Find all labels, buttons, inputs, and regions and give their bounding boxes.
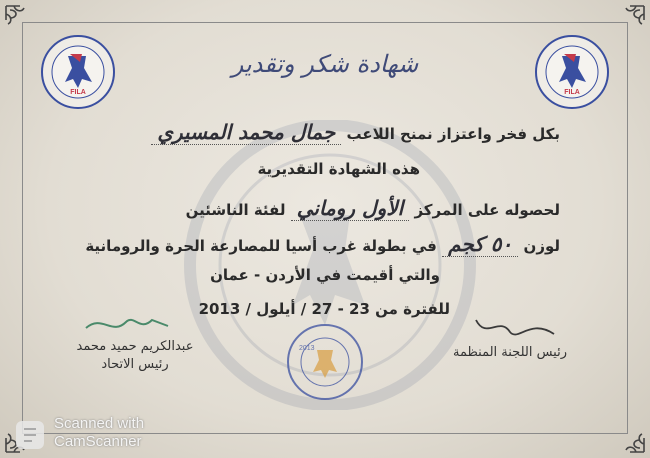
place-value: الأول روماني <box>291 196 409 221</box>
ornament-corner-top-right-icon <box>606 4 646 44</box>
committee-title: رئيس اللجنة المنظمة <box>453 345 567 360</box>
federation-logo-right-icon <box>534 34 610 110</box>
camscanner-watermark <box>8 413 188 457</box>
weight-value: ٥٠ كجم <box>442 232 518 257</box>
certificate-line-1 <box>151 120 560 145</box>
signature-block-president <box>70 338 200 374</box>
line3-suffix: لفئة الناشئين <box>185 201 286 219</box>
certificate-line-2: هذه الشهادة التقديرية <box>257 160 420 178</box>
signature-block-committee <box>440 344 580 362</box>
weight-label: لوزن <box>523 237 560 255</box>
ornament-corner-bottom-right-icon <box>606 414 646 454</box>
certificate-line-3 <box>186 196 560 221</box>
line1-prefix: بكل فخر واعتزاز نمنح اللاعب <box>346 125 560 143</box>
certificate-line-4 <box>85 232 560 257</box>
scanned-with-text: Scanned with <box>54 415 145 432</box>
signature-right-icon <box>470 312 560 342</box>
signature-left-icon <box>82 310 172 338</box>
ornament-corner-top-left-icon <box>4 4 44 44</box>
camscanner-text: CamScanner <box>54 433 142 450</box>
federation-logo-left-icon <box>40 34 116 110</box>
president-name: عبدالكريم حميد محمد <box>76 339 194 354</box>
federation-stamp-icon <box>285 322 365 402</box>
stamp-year: 2013 <box>299 345 315 352</box>
line4-suffix: في بطولة غرب أسيا للمصارعة الحرة والرومانية <box>85 237 437 255</box>
line3-prefix: لحصوله على المركز <box>414 201 560 219</box>
certificate-title: شهادة شكر وتقدير <box>231 50 419 78</box>
certificate-line-6: للفترة من 23 - 27 / أيلول / 2013 <box>198 300 450 318</box>
president-title: رئيس الاتحاد <box>101 357 169 372</box>
certificate-line-5: والتي أقيمت في الأردن - عمان <box>210 266 440 284</box>
fila-label: FILA <box>70 89 86 96</box>
fila-label: FILA <box>564 89 580 96</box>
camscanner-icon <box>14 419 46 451</box>
player-name: جمال محمد المسيري <box>151 120 341 145</box>
